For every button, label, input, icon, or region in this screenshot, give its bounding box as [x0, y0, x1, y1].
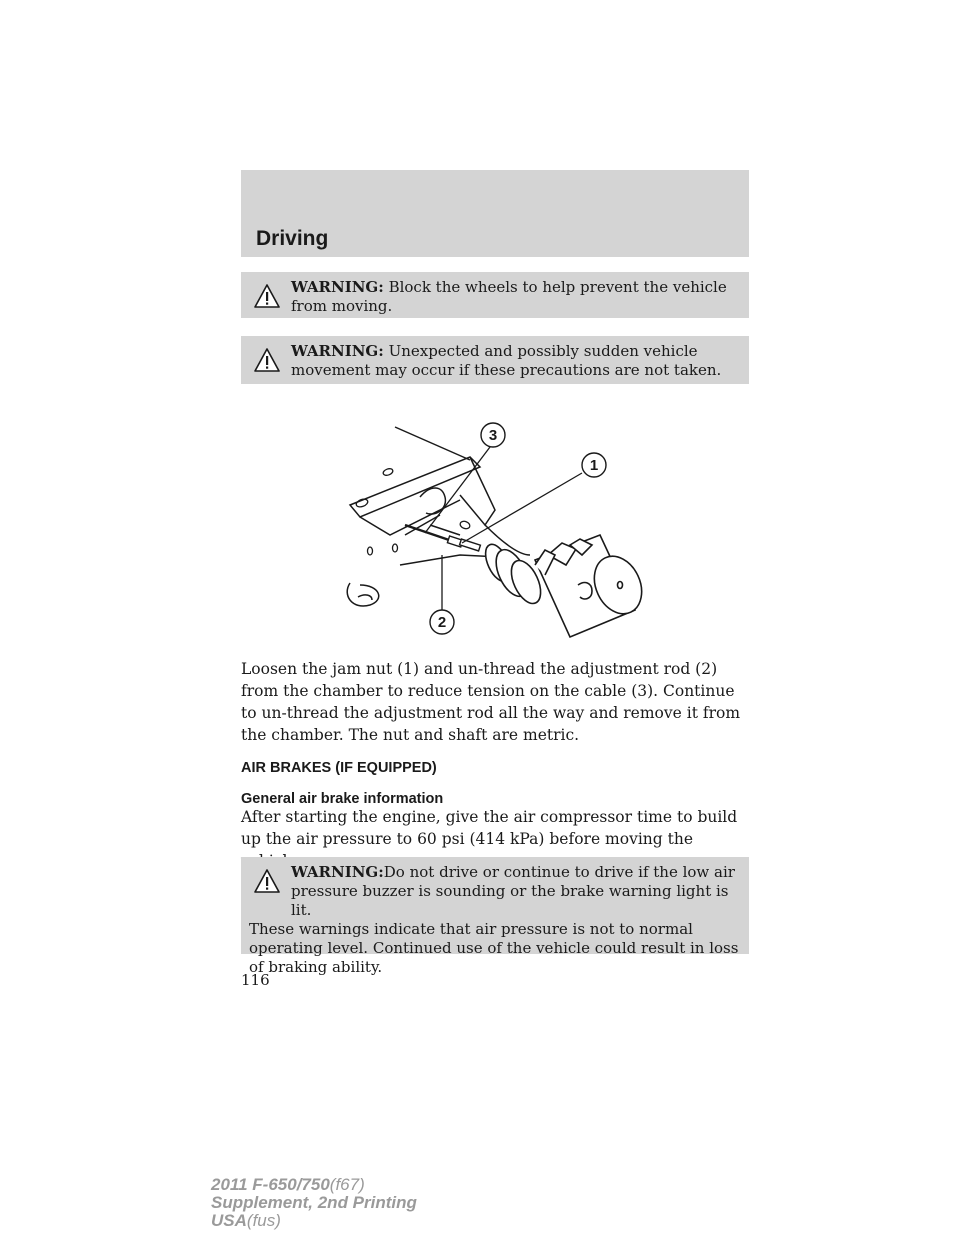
warning-box-2	[241, 336, 749, 384]
warning-box-1	[241, 272, 749, 318]
section-title: Driving	[256, 227, 329, 250]
callout-1: 1	[589, 457, 599, 474]
warning-text-line2: pressure buzzer is sounding or the brake warning light is lit.	[291, 882, 729, 919]
callout-3: 3	[488, 427, 498, 444]
warning-text-line1: Do not drive or continue to drive if the low air	[383, 863, 735, 881]
warning-triangle-icon	[254, 284, 280, 308]
warning-triangle-icon	[254, 869, 280, 893]
warning-first-lines	[249, 863, 739, 920]
warning-text-rest: These warnings indicate that air pressure is not to normal operating level. Continued use of the vehicle could result in loss of braking ability.	[249, 920, 739, 976]
warning-box-3	[241, 857, 749, 976]
warning-label: WARNING:	[291, 863, 384, 881]
footer-edition: Supplement, 2nd Printing	[211, 1193, 417, 1212]
body-paragraph-1: Loosen the jam nut (1) and un-thread the adjustment rod (2) from the chamber to reduce tension on the cable (3). Continue to un-thread the adjustment rod all the way and remove it from the chamber. The nut and shaft are metric.	[241, 660, 741, 744]
warning-triangle-icon	[254, 348, 280, 372]
warning-label: WARNING:	[291, 342, 384, 360]
footer-market-code: (fus)	[246, 1211, 281, 1230]
subsection-heading: General air brake information	[241, 791, 444, 807]
body-paragraph-2: After starting the engine, give the air compressor time to build up the air pressure to 60 psi (414 kPa) before moving the	[241, 808, 738, 848]
warning-text: Unexpected and possibly sudden vehicle movement may occur if these precautions are not taken.	[291, 342, 722, 379]
section-header	[241, 170, 749, 257]
callout-2: 2	[437, 614, 447, 631]
footer-model-code: (f67)	[329, 1175, 365, 1194]
footer-model: 2011 F-650/750	[211, 1175, 330, 1194]
warning-label: WARNING:	[291, 278, 384, 296]
page-number: 116	[241, 971, 270, 989]
brake-chamber-diagram	[330, 405, 670, 655]
warning-text: Block the wheels to help prevent the vehicle from moving.	[291, 278, 727, 315]
footer-market: USA	[211, 1211, 247, 1230]
section-heading: AIR BRAKES (IF EQUIPPED)	[241, 760, 437, 776]
footer-imprint	[211, 1176, 417, 1230]
